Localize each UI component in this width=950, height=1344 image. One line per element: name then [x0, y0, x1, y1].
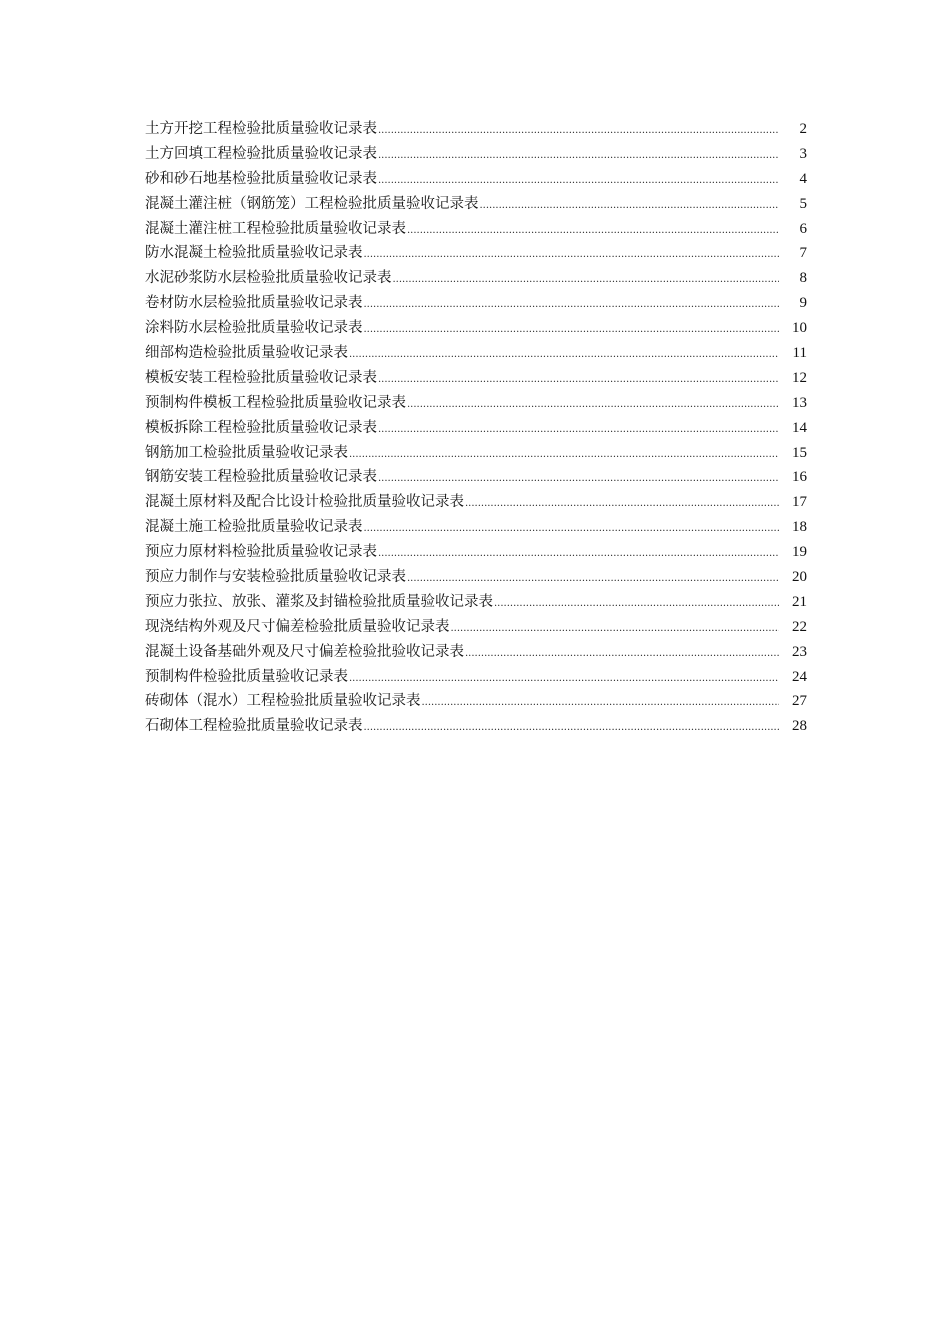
toc-entry[interactable] — [145, 142, 807, 167]
toc-entry-title: 钢筋安装工程检验批质量验收记录表 — [145, 469, 377, 486]
toc-entry-title: 预应力制作与安装检验批质量验收记录表 — [145, 569, 406, 586]
toc-entry-page: 18 — [792, 519, 807, 536]
toc-leader-dots — [465, 492, 779, 517]
toc-entry-title: 混凝土灌注桩（钢筋笼）工程检验批质量验收记录表 — [145, 195, 479, 212]
toc-entry-page: 11 — [792, 345, 807, 362]
toc-entry-page: 8 — [799, 270, 807, 287]
toc-entry-title: 模板安装工程检验批质量验收记录表 — [145, 369, 377, 386]
toc-leader-dots — [480, 194, 780, 219]
toc-entry-page: 28 — [792, 718, 807, 735]
toc-leader-dots — [451, 617, 780, 642]
toc-leader-dots — [407, 567, 779, 592]
toc-entry-page: 21 — [792, 593, 807, 610]
toc-entry[interactable] — [145, 540, 807, 565]
toc-entry-title: 水泥砂浆防水层检验批质量验收记录表 — [145, 270, 392, 287]
toc-entry[interactable] — [145, 391, 807, 416]
toc-entry[interactable] — [145, 665, 807, 690]
toc-leader-dots — [364, 243, 780, 268]
toc-entry-page: 2 — [799, 121, 807, 137]
toc-entry[interactable] — [145, 590, 807, 615]
toc-entry-title: 砂和砂石地基检验批质量验收记录表 — [145, 170, 377, 187]
toc-entry[interactable] — [145, 241, 807, 266]
toc-entry[interactable] — [145, 316, 807, 341]
toc-entry-page: 13 — [792, 394, 807, 411]
toc-leader-dots — [364, 318, 780, 343]
toc-entry-title: 混凝土设备基础外观及尺寸偏差检验批验收记录表 — [145, 643, 464, 660]
toc-entry[interactable] — [145, 490, 807, 515]
toc-entry-page: 22 — [792, 618, 807, 635]
toc-entry-page: 20 — [792, 569, 807, 586]
toc-entry[interactable] — [145, 465, 807, 490]
toc-entry-page: 5 — [799, 195, 807, 212]
toc-entry-page: 15 — [792, 444, 807, 461]
toc-leader-dots — [378, 542, 779, 567]
toc-entry-title: 混凝土施工检验批质量验收记录表 — [145, 519, 363, 536]
toc-leader-dots — [364, 716, 780, 741]
toc-leader-dots — [378, 418, 779, 443]
toc-leader-dots — [364, 293, 780, 318]
toc-entry-title: 土方回填工程检验批质量验收记录表 — [145, 145, 377, 162]
toc-entry-title: 卷材防水层检验批质量验收记录表 — [145, 295, 363, 312]
toc-entry-title: 土方开挖工程检验批质量验收记录表 — [145, 121, 377, 137]
toc-entry[interactable] — [145, 515, 807, 540]
toc-leader-dots — [494, 592, 779, 617]
toc-entry-page: 7 — [799, 245, 807, 262]
toc-leader-dots — [378, 169, 779, 194]
toc-entry[interactable] — [145, 266, 807, 291]
table-of-contents — [145, 117, 807, 739]
toc-leader-dots — [349, 667, 779, 692]
toc-entry-page: 16 — [792, 469, 807, 486]
toc-entry-title: 钢筋加工检验批质量验收记录表 — [145, 444, 348, 461]
toc-leader-dots — [407, 219, 779, 244]
toc-entry-page: 4 — [799, 170, 807, 187]
toc-entry-page: 17 — [792, 494, 807, 511]
toc-entry-title: 混凝土原材料及配合比设计检验批质量验收记录表 — [145, 494, 464, 511]
toc-leader-dots — [349, 343, 779, 368]
toc-entry-title: 预制构件模板工程检验批质量验收记录表 — [145, 394, 406, 411]
toc-leader-dots — [364, 517, 780, 542]
toc-entry-title: 涂料防水层检验批质量验收记录表 — [145, 320, 363, 337]
toc-leader-dots — [393, 268, 780, 293]
toc-entry-page: 3 — [799, 145, 807, 162]
toc-entry-title: 石砌体工程检验批质量验收记录表 — [145, 718, 363, 735]
toc-entry[interactable] — [145, 441, 807, 466]
toc-entry[interactable] — [145, 341, 807, 366]
toc-entry-title: 预制构件检验批质量验收记录表 — [145, 668, 348, 685]
toc-entry-title: 预应力张拉、放张、灌浆及封锚检验批质量验收记录表 — [145, 593, 493, 610]
toc-leader-dots — [378, 467, 779, 492]
toc-entry[interactable] — [145, 192, 807, 217]
toc-entry-title: 混凝土灌注桩工程检验批质量验收记录表 — [145, 220, 406, 237]
toc-entry-page: 12 — [792, 369, 807, 386]
toc-leader-dots — [378, 368, 779, 393]
toc-entry[interactable] — [145, 640, 807, 665]
toc-entry[interactable] — [145, 117, 807, 142]
toc-entry[interactable] — [145, 366, 807, 391]
toc-entry-page: 10 — [792, 320, 807, 337]
toc-entry[interactable] — [145, 714, 807, 739]
toc-entry[interactable] — [145, 689, 807, 714]
toc-entry-title: 防水混凝土检验批质量验收记录表 — [145, 245, 363, 262]
toc-leader-dots — [407, 393, 779, 418]
toc-entry-title: 模板拆除工程检验批质量验收记录表 — [145, 419, 377, 436]
toc-leader-dots — [349, 443, 779, 468]
toc-entry-page: 24 — [792, 668, 807, 685]
toc-entry-page: 19 — [792, 544, 807, 561]
toc-entry-title: 现浇结构外观及尺寸偏差检验批质量验收记录表 — [145, 618, 450, 635]
toc-leader-dots — [422, 691, 780, 716]
toc-entry-page: 6 — [799, 220, 807, 237]
toc-entry[interactable] — [145, 291, 807, 316]
toc-entry-page: 9 — [799, 295, 807, 312]
toc-entry-page: 27 — [792, 693, 807, 710]
toc-entry[interactable] — [145, 565, 807, 590]
toc-entry-title: 预应力原材料检验批质量验收记录表 — [145, 544, 377, 561]
toc-entry[interactable] — [145, 217, 807, 242]
toc-entry-page: 14 — [792, 419, 807, 436]
toc-entry[interactable] — [145, 615, 807, 640]
toc-entry-title: 细部构造检验批质量验收记录表 — [145, 345, 348, 362]
toc-entry[interactable] — [145, 416, 807, 441]
toc-leader-dots — [378, 144, 779, 169]
toc-leader-dots — [465, 642, 779, 667]
toc-leader-dots — [378, 119, 779, 144]
toc-entry[interactable] — [145, 167, 807, 192]
toc-entry-page: 23 — [792, 643, 807, 660]
toc-entry-title: 砖砌体（混水）工程检验批质量验收记录表 — [145, 693, 421, 710]
